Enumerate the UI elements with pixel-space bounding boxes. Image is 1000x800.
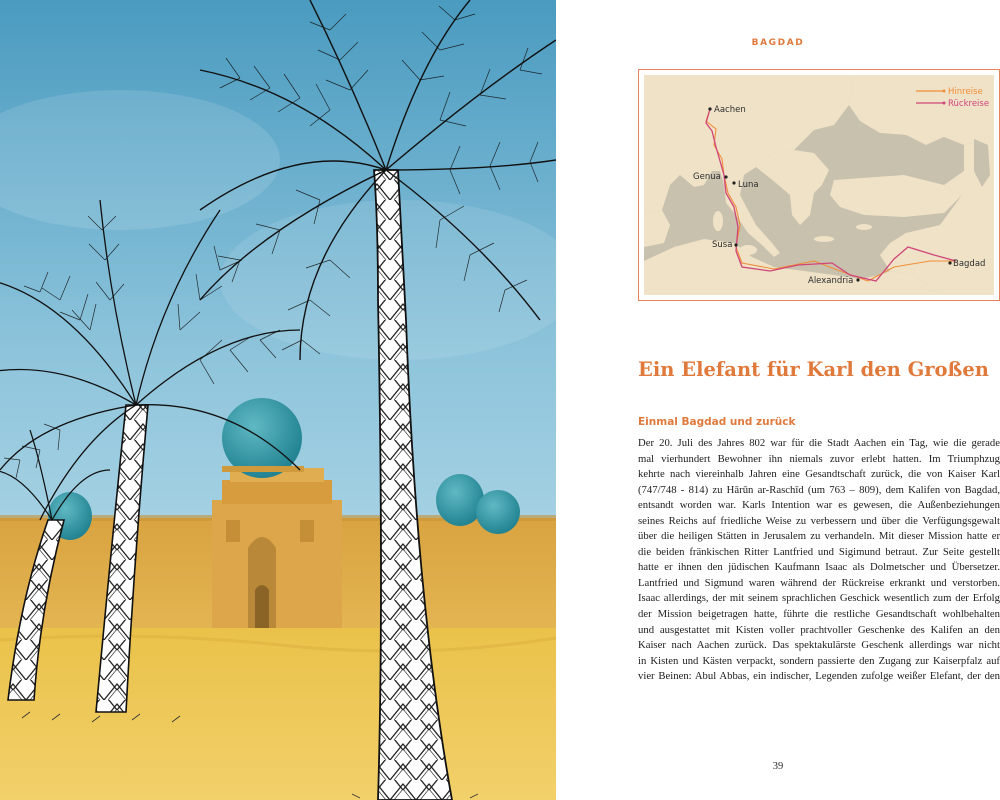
legend-outbound: Hinreise (948, 87, 983, 97)
body-line: Isaac allerdings, der mit seinem sprachlichen Geschick wesentlich zum der Erfolg (638, 592, 1000, 605)
page-number: 39 (772, 761, 784, 772)
body-line: die beiden fränkischen Ritter Lantfried und Sigimund betraut. Zur Seite gestellt (638, 545, 1000, 558)
city-luna: Luna (738, 180, 759, 190)
legend-return: Rückreise (948, 99, 990, 109)
route-map-graphic (644, 75, 994, 295)
body-line: hatte er ihnen den jüdischen Kaufmann Isaac als Dolmetscher und Übersetzer. (638, 561, 1000, 574)
chapter-title: Ein Elefant für Karl den Großen (638, 358, 989, 381)
city-alexandria: Alexandria (808, 276, 854, 286)
body-line: seines Reichs auf friedliche Weise zu verbessern und über die Verfügungsgewalt (638, 514, 1000, 527)
text-page (556, 0, 1000, 800)
city-bagdad: Bagdad (953, 259, 986, 269)
body-line: und ausgestattet mit Kisten voller prachtvoller Geschenke des Kalifen an den (638, 623, 1000, 636)
city-genua: Genua (693, 172, 721, 182)
route-map (638, 69, 1000, 301)
city-aachen: Aachen (714, 105, 746, 115)
city-susa: Susa (712, 240, 733, 250)
body-line: entsandt worden war. Karls Intention war es gewesen, die Außenbeziehungen (638, 499, 1000, 512)
body-line: über die heiligen Stätten in Jerusalem zu verhandeln. Mit dieser Mission hatte er (638, 530, 1000, 543)
body-line: (747/748 - 814) zu Hārūn ar-Raschīd (um 763 – 809), dem Kalifen von Bagdad, (638, 483, 1000, 496)
body-line: Kaiser nach Aachen zurück. Das spektakulärste Geschenk allerdings war nicht (638, 639, 1000, 652)
running-head: BAGDAD (751, 38, 805, 48)
body-line: der Mission beigetragen hatte, führte die restliche Gesandtschaft wohlbehalten (638, 608, 1000, 621)
body-line: Lantfried und Sigmund waren während der Rückreise erkrankt und verstorben. (638, 576, 1000, 589)
body-text (638, 436, 1000, 685)
section-heading: Einmal Bagdad und zurück (638, 416, 796, 428)
body-line: mal vierhundert Bewohner ihn niemals zuvor erlebt hatten. Im Triumphzug (638, 452, 1000, 465)
body-line: Der 20. Juli des Jahres 802 war für die Stadt Aachen ein Tag, wie die gerade (638, 437, 1000, 449)
body-line: kehrte nach viereinhalb Jahren eine Gesandtschaft zurück, die von Kaiser Karl (638, 468, 1000, 481)
body-line: vier Beinen: Abul Abbas, ein indischer, Legenden zufolge weißer Elefant, der den (638, 670, 1000, 683)
body-line: in Kisten und Kästen verpackt, sondern passierte den Zugang zur Kaiserpfalz auf (638, 654, 1000, 667)
